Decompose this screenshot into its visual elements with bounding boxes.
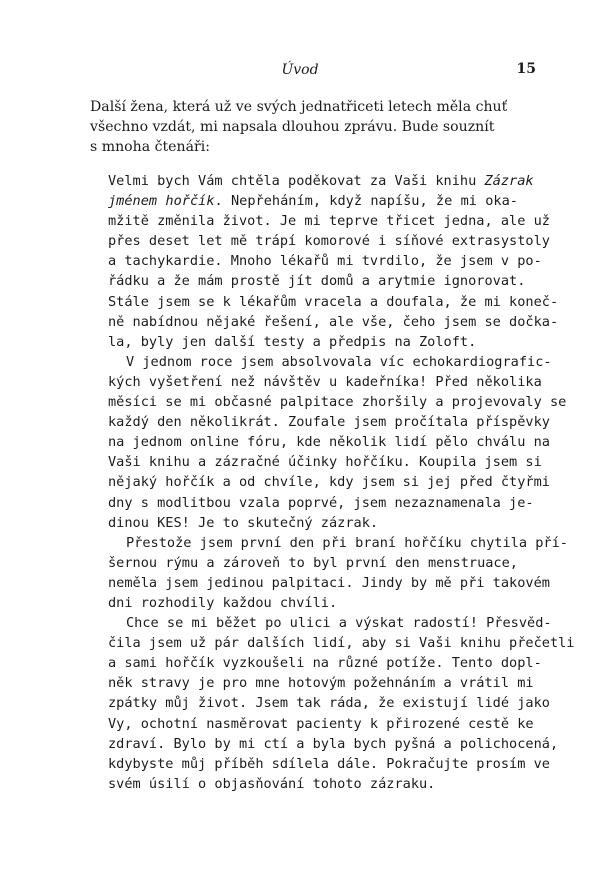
quote-line: [108, 472, 550, 492]
text-segment: čila jsem už pár dalších lidí, aby si Vaši knihu přečetli: [108, 635, 575, 652]
quote-line: [108, 714, 534, 734]
quote-paragraph: [108, 171, 559, 352]
page-number: 15: [516, 61, 536, 77]
text-segment: ně nabídnou nějaké řešení, ale vše, čeho jsem se dočka-: [108, 313, 559, 330]
quote-line: [108, 211, 550, 231]
quote-line: [108, 392, 567, 412]
quote-line: [108, 693, 550, 713]
text-segment: svém úsilí o objasňování tohoto zázraku.: [108, 775, 436, 792]
text-segment: neměla jsem jedinou palpitaci. Jindy by mě při takovém: [108, 574, 550, 591]
text-segment: Vy, ochotní nasměrovat pacienty k přirozené cestě ke: [108, 715, 534, 732]
intro-line: všechno vzdát, mi napsala dlouhou zprávu. Bude souznít: [90, 119, 495, 136]
text-segment: . Nepřeháním, když napíšu, že mi oka-: [214, 193, 518, 210]
text-segment: dni rozhodily každou chvíli.: [108, 594, 338, 611]
text-segment: Velmi bych Vám chtěla poděkovat za Vaši knihu: [108, 173, 485, 189]
text-segment: kdybyste můj příběh sdílela dále. Pokračujte prosím ve: [108, 755, 550, 772]
quoted-letter: [108, 171, 575, 794]
text-segment: přes deset let mě trápí komorové i síňové extrasystoly: [108, 233, 550, 250]
quote-line: [108, 372, 542, 392]
quote-line: [108, 533, 568, 553]
quote-paragraph: [108, 352, 567, 533]
text-segment: la, byly jen další testy a předpis na Zoloft.: [108, 333, 477, 350]
text-segment: na jednom online fóru, kde několik lidí pělo chválu na: [108, 434, 550, 451]
intro-paragraph: [90, 97, 536, 158]
quote-line: [108, 231, 550, 251]
text-segment: zpátky můj život. Jsem tak ráda, že existují lidé jako: [108, 695, 550, 712]
text-segment: Přestože jsem první den při braní hořčíku chytila pří-: [126, 534, 568, 551]
text-segment: a tachykardie. Mnoho lékařů mi tvrdilo, že jsem v po-: [108, 253, 542, 270]
text-segment: šernou rýmu a zároveň to byl první den menstruace,: [108, 554, 518, 571]
quote-line: [108, 493, 534, 513]
quote-paragraph: [108, 533, 568, 613]
intro-line: Další žena, která už ve svých jednatřiceti letech měla chuť: [90, 99, 508, 115]
text-segment: V jednom roce jsem absolvovala víc echokardiografic-: [126, 353, 552, 370]
quote-line: [108, 653, 542, 673]
text-segment: Vaši knihu a zázračné účinky hořčíku. Koupila jsem si: [108, 454, 542, 471]
quote-line: [108, 613, 552, 633]
text-segment: měsíci se mi občasné palpitace zhoršily a projevovaly se: [108, 394, 567, 411]
quote-line: [108, 593, 518, 613]
quote-line: [108, 251, 542, 271]
quote-line: [108, 774, 518, 794]
quote-line: [108, 432, 550, 452]
quote-line: [108, 312, 559, 332]
text-segment: mžitě změnila život. Je mi teprve třicet jedna, ale už: [108, 213, 550, 230]
quote-line: [108, 271, 526, 291]
text-segment: něk stravy je pro mne hotovým požehnáním a vrátil mi: [108, 675, 534, 692]
text-segment: Stále jsem se k lékařům vracela a doufala, že mi koneč-: [108, 293, 559, 310]
text-segment: řádku a že mám prostě jít domů a arytmie ignorovat.: [108, 273, 526, 290]
quote-line: [108, 734, 559, 754]
text-segment: každý den několikrát. Zoufale jsem pročítala příspěvky: [108, 414, 550, 431]
quote-line: [108, 191, 518, 211]
quote-line: [108, 633, 575, 653]
text-segment: dny s modlitbou vzala poprvé, jsem nezaznamenala je-: [108, 494, 534, 511]
text-segment: a sami hořčík vyzkoušeli na různé potíže. Tento dopl-: [108, 655, 542, 672]
quote-line: [108, 352, 552, 372]
quote-line: [108, 412, 550, 432]
quote-line: [108, 332, 518, 352]
quote-line: [108, 513, 518, 533]
text-segment: nějaký hořčík a od chvíle, kdy jsem si jej před čtyřmi: [108, 474, 550, 491]
quote-line: [108, 452, 542, 472]
intro-line: s mnoha čtenáři:: [90, 139, 210, 156]
quote-line: [108, 292, 559, 312]
text-segment: kých vyšetření než návštěv u kadeřníka! Před několika: [108, 373, 542, 390]
text-segment: Chce se mi běžet po ulici a výskat radostí! Přesvěd-: [126, 615, 552, 632]
text-segment: dinou KES! Je to skutečný zázrak.: [108, 514, 379, 531]
quote-paragraph: [108, 613, 575, 794]
book-title-italic: jménem hořčík: [108, 193, 215, 210]
running-header-title: Úvod: [281, 62, 319, 78]
book-title-italic: Zázrak: [484, 173, 534, 189]
quote-line: [108, 171, 534, 191]
text-segment: zdraví. Bylo by mi ctí a byla bych pyšná a polichocená,: [108, 735, 559, 752]
quote-line: [108, 754, 550, 774]
quote-line: [108, 553, 518, 573]
quote-line: [108, 573, 550, 593]
quote-line: [108, 673, 534, 693]
